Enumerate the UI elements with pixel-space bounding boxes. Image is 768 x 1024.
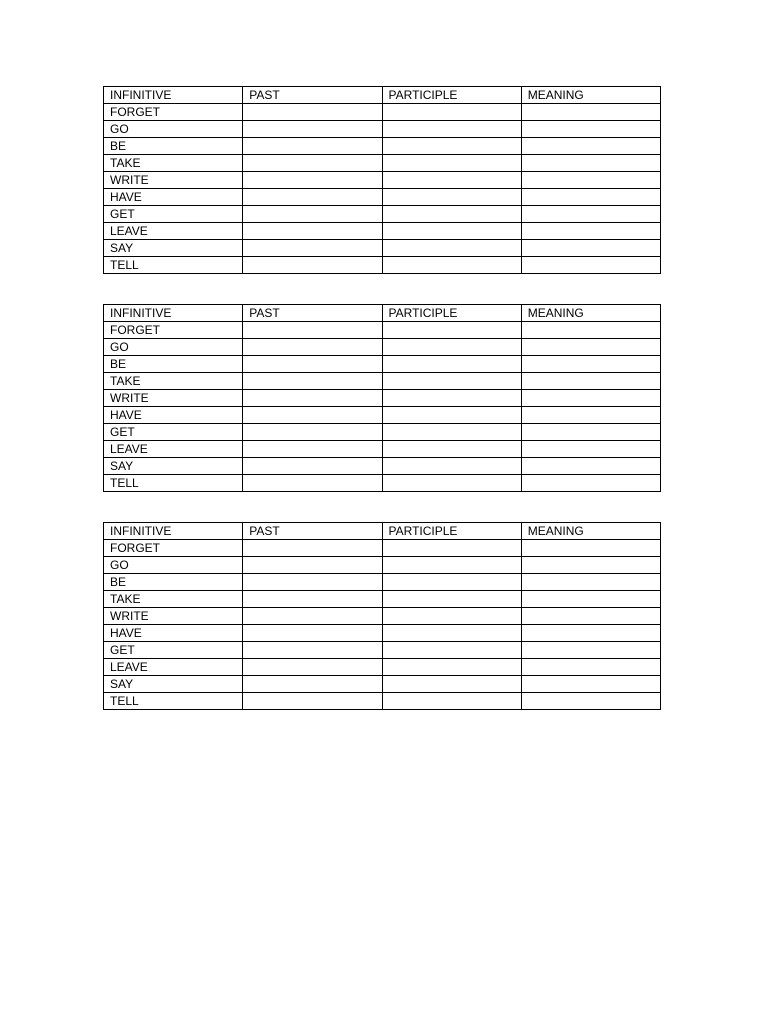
- verb-cell: BE: [104, 356, 243, 373]
- verb-cell: TAKE: [104, 373, 243, 390]
- answer-cell: [521, 574, 660, 591]
- table-row: [104, 138, 661, 155]
- table-header-row: [104, 305, 661, 322]
- table-row: [104, 121, 661, 138]
- answer-cell: [243, 390, 382, 407]
- answer-cell: [521, 356, 660, 373]
- column-header: PARTICIPLE: [382, 523, 521, 540]
- table-row: [104, 625, 661, 642]
- answer-cell: [243, 189, 382, 206]
- answer-cell: [382, 206, 521, 223]
- answer-cell: [382, 322, 521, 339]
- answer-cell: [382, 373, 521, 390]
- table-row: [104, 557, 661, 574]
- table-row: [104, 206, 661, 223]
- answer-cell: [382, 458, 521, 475]
- answer-cell: [382, 642, 521, 659]
- answer-cell: [521, 257, 660, 274]
- answer-cell: [243, 540, 382, 557]
- answer-cell: [382, 608, 521, 625]
- answer-cell: [382, 257, 521, 274]
- answer-cell: [521, 659, 660, 676]
- answer-cell: [382, 540, 521, 557]
- answer-cell: [243, 172, 382, 189]
- answer-cell: [382, 424, 521, 441]
- answer-cell: [521, 676, 660, 693]
- verb-cell: SAY: [104, 458, 243, 475]
- verb-cell: TAKE: [104, 591, 243, 608]
- table-row: [104, 257, 661, 274]
- answer-cell: [382, 240, 521, 257]
- answer-cell: [382, 121, 521, 138]
- answer-cell: [382, 339, 521, 356]
- column-header: PAST: [243, 87, 382, 104]
- answer-cell: [521, 693, 660, 710]
- table-row: [104, 373, 661, 390]
- verb-cell: HAVE: [104, 407, 243, 424]
- verb-table-body: [104, 305, 661, 492]
- verb-cell: GO: [104, 339, 243, 356]
- answer-cell: [243, 322, 382, 339]
- verb-cell: SAY: [104, 676, 243, 693]
- answer-cell: [382, 223, 521, 240]
- verb-cell: GET: [104, 642, 243, 659]
- answer-cell: [382, 104, 521, 121]
- answer-cell: [521, 475, 660, 492]
- answer-cell: [521, 424, 660, 441]
- answer-cell: [382, 574, 521, 591]
- answer-cell: [521, 339, 660, 356]
- answer-cell: [382, 138, 521, 155]
- answer-cell: [382, 557, 521, 574]
- answer-cell: [382, 693, 521, 710]
- answer-cell: [243, 642, 382, 659]
- verb-table-body: [104, 87, 661, 274]
- table-row: [104, 424, 661, 441]
- answer-cell: [521, 642, 660, 659]
- table-row: [104, 356, 661, 373]
- answer-cell: [521, 206, 660, 223]
- answer-cell: [521, 240, 660, 257]
- table-row: [104, 642, 661, 659]
- column-header: MEANING: [521, 87, 660, 104]
- table-row: [104, 189, 661, 206]
- column-header: PARTICIPLE: [382, 87, 521, 104]
- answer-cell: [382, 441, 521, 458]
- verb-cell: TAKE: [104, 155, 243, 172]
- answer-cell: [243, 104, 382, 121]
- answer-cell: [243, 441, 382, 458]
- answer-cell: [243, 155, 382, 172]
- table-row: [104, 676, 661, 693]
- verb-table-body: [104, 523, 661, 710]
- table-header-row: [104, 523, 661, 540]
- answer-cell: [521, 441, 660, 458]
- verb-cell: FORGET: [104, 104, 243, 121]
- answer-cell: [243, 339, 382, 356]
- answer-cell: [521, 557, 660, 574]
- answer-cell: [382, 475, 521, 492]
- verb-cell: WRITE: [104, 390, 243, 407]
- answer-cell: [382, 356, 521, 373]
- table-row: [104, 390, 661, 407]
- table-row: [104, 322, 661, 339]
- verb-cell: GO: [104, 557, 243, 574]
- column-header: MEANING: [521, 305, 660, 322]
- answer-cell: [382, 155, 521, 172]
- verb-cell: WRITE: [104, 172, 243, 189]
- answer-cell: [521, 625, 660, 642]
- verb-cell: BE: [104, 574, 243, 591]
- table-row: [104, 659, 661, 676]
- table-row: [104, 223, 661, 240]
- table-row: [104, 458, 661, 475]
- answer-cell: [382, 659, 521, 676]
- answer-cell: [521, 322, 660, 339]
- answer-cell: [521, 458, 660, 475]
- answer-cell: [382, 390, 521, 407]
- answer-cell: [382, 625, 521, 642]
- answer-cell: [382, 676, 521, 693]
- table-row: [104, 441, 661, 458]
- answer-cell: [243, 693, 382, 710]
- table-row: [104, 693, 661, 710]
- answer-cell: [243, 608, 382, 625]
- column-header: INFINITIVE: [104, 523, 243, 540]
- answer-cell: [521, 155, 660, 172]
- column-header: PAST: [243, 523, 382, 540]
- answer-cell: [521, 172, 660, 189]
- table-row: [104, 540, 661, 557]
- verb-cell: TELL: [104, 257, 243, 274]
- answer-cell: [521, 189, 660, 206]
- answer-cell: [243, 625, 382, 642]
- column-header: PAST: [243, 305, 382, 322]
- table-row: [104, 608, 661, 625]
- table-row: [104, 591, 661, 608]
- column-header: INFINITIVE: [104, 87, 243, 104]
- answer-cell: [243, 373, 382, 390]
- table-row: [104, 339, 661, 356]
- verb-cell: TELL: [104, 693, 243, 710]
- verb-cell: FORGET: [104, 322, 243, 339]
- verb-cell: LEAVE: [104, 223, 243, 240]
- verb-table-2: [103, 304, 661, 492]
- verb-cell: FORGET: [104, 540, 243, 557]
- table-row: [104, 104, 661, 121]
- table-row: [104, 172, 661, 189]
- answer-cell: [521, 407, 660, 424]
- verb-cell: GET: [104, 424, 243, 441]
- answer-cell: [521, 121, 660, 138]
- verb-cell: SAY: [104, 240, 243, 257]
- answer-cell: [243, 223, 382, 240]
- answer-cell: [382, 172, 521, 189]
- answer-cell: [521, 591, 660, 608]
- answer-cell: [243, 121, 382, 138]
- answer-cell: [521, 608, 660, 625]
- answer-cell: [243, 356, 382, 373]
- verb-cell: HAVE: [104, 625, 243, 642]
- answer-cell: [243, 676, 382, 693]
- answer-cell: [521, 223, 660, 240]
- answer-cell: [521, 138, 660, 155]
- column-header: INFINITIVE: [104, 305, 243, 322]
- answer-cell: [382, 189, 521, 206]
- verb-cell: TELL: [104, 475, 243, 492]
- answer-cell: [243, 206, 382, 223]
- table-row: [104, 475, 661, 492]
- table-row: [104, 155, 661, 172]
- column-header: MEANING: [521, 523, 660, 540]
- answer-cell: [521, 390, 660, 407]
- table-row: [104, 240, 661, 257]
- verb-cell: GO: [104, 121, 243, 138]
- table-row: [104, 407, 661, 424]
- answer-cell: [382, 407, 521, 424]
- answer-cell: [243, 475, 382, 492]
- answer-cell: [243, 659, 382, 676]
- answer-cell: [521, 104, 660, 121]
- answer-cell: [243, 138, 382, 155]
- answer-cell: [243, 240, 382, 257]
- verb-cell: LEAVE: [104, 441, 243, 458]
- verb-cell: BE: [104, 138, 243, 155]
- answer-cell: [243, 257, 382, 274]
- answer-cell: [382, 591, 521, 608]
- verb-table-1: [103, 86, 661, 274]
- answer-cell: [243, 424, 382, 441]
- verb-cell: HAVE: [104, 189, 243, 206]
- verb-cell: WRITE: [104, 608, 243, 625]
- column-header: PARTICIPLE: [382, 305, 521, 322]
- answer-cell: [243, 458, 382, 475]
- verb-cell: GET: [104, 206, 243, 223]
- answer-cell: [243, 574, 382, 591]
- answer-cell: [243, 557, 382, 574]
- answer-cell: [521, 373, 660, 390]
- table-row: [104, 574, 661, 591]
- answer-cell: [243, 407, 382, 424]
- answer-cell: [243, 591, 382, 608]
- verb-table-3: [103, 522, 661, 710]
- table-header-row: [104, 87, 661, 104]
- verb-cell: LEAVE: [104, 659, 243, 676]
- answer-cell: [521, 540, 660, 557]
